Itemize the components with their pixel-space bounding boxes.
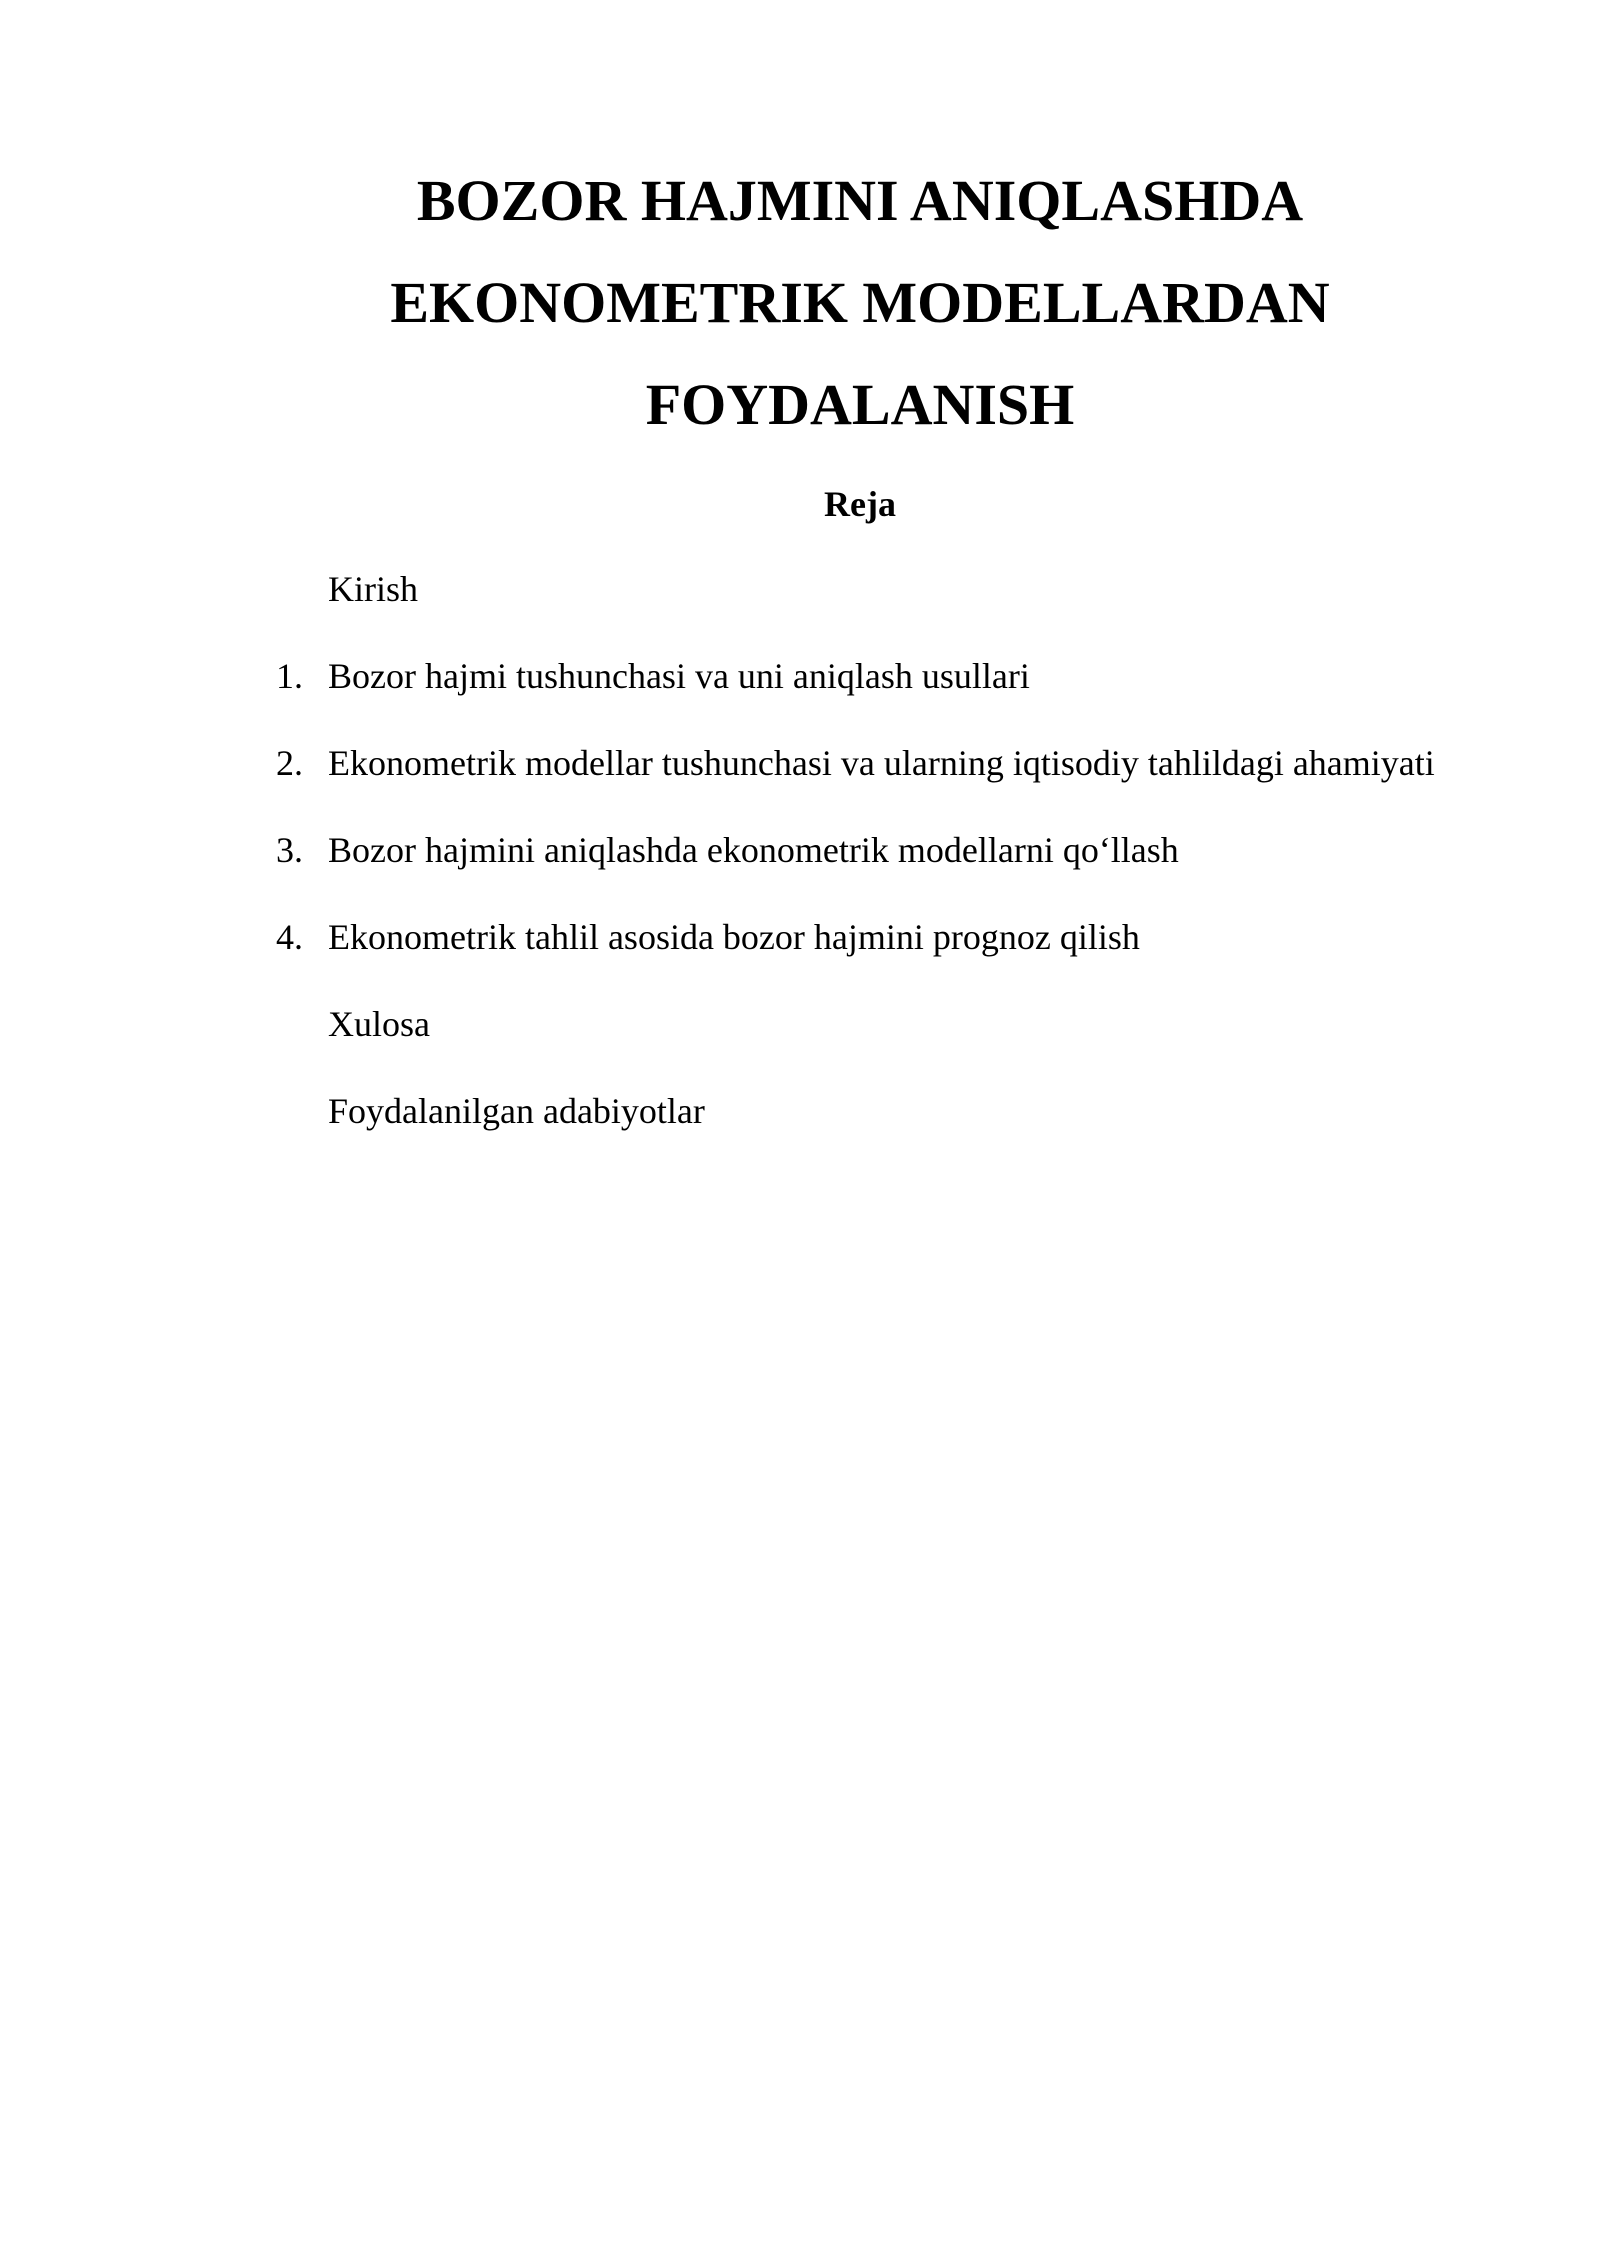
toc-text: Bozor hajmi tushunchasi va uni aniqlash usullari: [328, 656, 1030, 696]
toc-text: Bozor hajmini aniqlashda ekonometrik modellarni qo‘llash: [328, 830, 1179, 870]
toc-item-references: [0, 1085, 1600, 1172]
toc-text: Kirish: [328, 569, 418, 609]
title-line-3: FOYDALANISH: [645, 372, 1075, 437]
toc-item-4: [0, 911, 1600, 998]
toc-number: 1.: [276, 656, 303, 696]
toc-item-conclusion: [0, 998, 1600, 1085]
title-line-2: EKONOMETRIK MODELLARDAN: [390, 270, 1330, 335]
toc-text: Xulosa: [328, 1004, 430, 1044]
toc-text: Ekonometrik tahlil asosida bozor hajmini prognoz qilish: [328, 917, 1140, 957]
toc-text: Foydalanilgan adabiyotlar: [328, 1091, 705, 1131]
toc-item-introduction: [0, 563, 1600, 650]
toc-number: 3.: [276, 830, 303, 870]
toc-number: 2.: [276, 743, 303, 783]
toc-item-3: [0, 824, 1600, 911]
title-line-1: BOZOR HAJMINI ANIQLASHDA: [416, 168, 1304, 233]
document-title: [280, 150, 1440, 456]
toc-text: Ekonometrik modellar tushunchasi va ularning iqtisodiy tahlildagi ahamiyati: [328, 743, 1435, 783]
toc-item-2: [0, 737, 1600, 824]
toc-item-1: [0, 650, 1600, 737]
plan-heading: Reja: [824, 484, 896, 524]
toc-number: 4.: [276, 917, 303, 957]
table-of-contents: [0, 563, 1600, 1172]
